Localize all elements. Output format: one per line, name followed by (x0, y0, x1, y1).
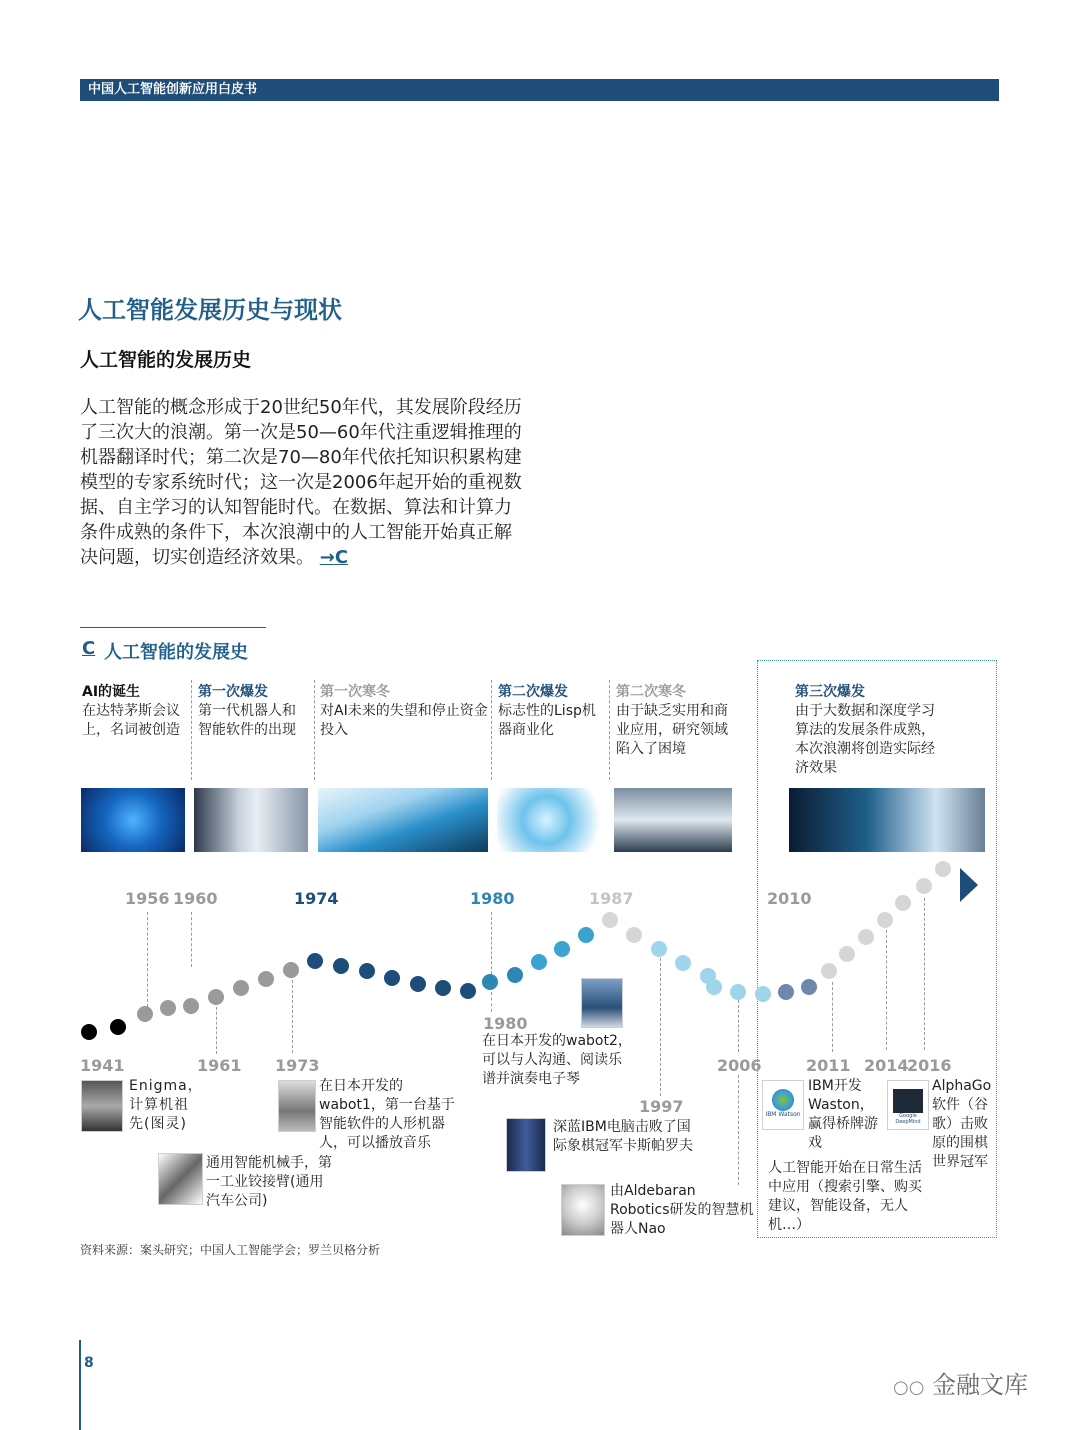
intro-text: 人工智能的概念形成于20世纪50年代，其发展阶段经历了三次大的浪潮。第一次是50—60年代注重逻辑推理的机器翻译时代；第二次是70—80年代依托知识积累构建模型的专家系统时代；这一次是2006年起开始的重视数据、自主学习的认知智能时代。在数据、算法和计算力条件成熟的条件下，本次浪潮中的人工智能开始真正解决问题，切实创造经济效果。 (80, 397, 522, 568)
phase-desc: 对AI未来的失望和停止资金投入 (320, 703, 488, 738)
enigma-machine-image (81, 1080, 123, 1132)
timeline-dot (602, 912, 618, 928)
header-title: 中国人工智能创新应用白皮书 (88, 82, 258, 97)
page-rule (79, 1340, 81, 1430)
timeline-dot (877, 912, 893, 928)
top-year-1956: 1956 (125, 889, 170, 908)
intro-paragraph (80, 395, 528, 570)
phase-first-boom (198, 683, 308, 740)
phase-desc: 由于大数据和深度学习算法的发展条件成熟，本次浪潮将创造实际经济效果 (795, 703, 935, 776)
timeline-dot (410, 976, 426, 992)
event-2016: AlphaGo软件（谷歌）击败原的围棋世界冠军 (932, 1078, 992, 1170)
timeline-dot (233, 980, 249, 996)
year-connector (292, 975, 293, 1053)
exhibit-reference-link[interactable] (320, 547, 348, 568)
exhibit-title: 人工智能的发展史 (104, 642, 248, 663)
phase-title: 第二次爆发 (498, 684, 568, 700)
ai-face-image (789, 788, 985, 852)
circuit-brain-image (81, 788, 185, 852)
bottom-year-2014: 2014 (864, 1056, 909, 1075)
timeline-dot (160, 1000, 176, 1016)
timeline-dot (821, 963, 837, 979)
timeline-dot (435, 980, 451, 996)
watson-globe-icon (772, 1089, 794, 1111)
bottom-year-1961: 1961 (197, 1056, 242, 1075)
deepmind-label: Google DeepMind (895, 1113, 921, 1125)
timeline-dot (578, 927, 594, 943)
timeline-dot (507, 967, 523, 983)
timeline-dot (778, 984, 794, 1000)
subsection-title: 人工智能的发展历史 (80, 349, 252, 371)
year-connector (491, 992, 492, 1012)
snowy-forest-image (614, 788, 732, 852)
exhibit-rule (80, 627, 266, 628)
watermark (893, 1365, 1028, 1400)
top-year-2010: 2010 (767, 889, 812, 908)
phase-title: 第二次寒冬 (616, 684, 686, 700)
arrow-right-icon (960, 868, 978, 902)
event-1980: 在日本开发的wabot2，可以与人沟通、阅读乐谱并演奏电子琴 (482, 1033, 632, 1087)
timeline-dot (283, 962, 299, 978)
phase-desc: 在达特茅斯会议上，名词被创造 (82, 703, 180, 738)
bottom-year-2006: 2006 (717, 1056, 762, 1075)
phase-desc: 第一代机器人和智能软件的出现 (198, 703, 296, 738)
timeline-dot (531, 954, 547, 970)
timeline-dot (460, 983, 476, 999)
bottom-year-1973: 1973 (275, 1056, 320, 1075)
wireframe-head-image (497, 788, 606, 852)
timeline-dot (651, 941, 667, 957)
phase-title: 第一次爆发 (198, 684, 268, 700)
event-2006: 人工智能开始在日常生活中应用（搜索引擎、购买建议，智能设备，无人机…） (768, 1160, 922, 1233)
wabot2-image (581, 978, 623, 1028)
glacier-image (318, 788, 488, 852)
timeline-dot (359, 963, 375, 979)
timeline-dot (307, 953, 323, 969)
top-year-1987: 1987 (589, 889, 634, 908)
timeline-dot (137, 1006, 153, 1022)
year-connector (832, 982, 833, 1052)
year-connector (216, 1002, 217, 1054)
timeline-dot (183, 998, 199, 1014)
timeline-dot (916, 878, 932, 894)
timeline-dot (895, 895, 911, 911)
event-1973: 在日本开发的wabot1，第一台基于智能软件的人形机器人，可以播放音乐 (319, 1078, 455, 1151)
robot-arm-image (158, 1153, 203, 1205)
section-title: 人工智能发展历史与现状 (78, 296, 342, 324)
timeline-dot (626, 927, 642, 943)
robot-thinker-image (194, 788, 308, 852)
event-nao: 由Aldebaran Robotics研发的智慧机器人Nao (610, 1183, 754, 1237)
timeline-dot (706, 979, 722, 995)
event-1941: Enigma，计算机祖先(图灵) (129, 1078, 203, 1132)
year-connector (491, 912, 492, 974)
timeline-dot (801, 979, 817, 995)
timeline-dot (839, 946, 855, 962)
year-connector (738, 1000, 739, 1052)
year-connector (147, 912, 148, 1007)
watermark-text: 金融文库 (932, 1371, 1029, 1399)
year-connector (924, 898, 925, 1050)
wabot1-image (278, 1080, 316, 1132)
event-2011: IBM开发Waston，赢得桥牌游戏 (808, 1078, 878, 1151)
nao-robot-image (561, 1184, 605, 1236)
exhibit-letter: C (82, 638, 96, 659)
phase-divider (609, 680, 610, 780)
ibm-watson-logo (762, 1080, 804, 1130)
source-note: 资料来源：案头研究；中国人工智能学会；罗兰贝格分析 (80, 1243, 381, 1257)
phase-desc: 标志性的Lisp机器商业化 (498, 703, 596, 738)
phase-desc: 由于缺乏实用和商业应用，研究领域陷入了困境 (616, 703, 728, 757)
year-connector (191, 912, 192, 967)
timeline-dot (384, 970, 400, 986)
event-1961: 通用智能机械手，第一工业铰接臂(通用汽车公司) (206, 1155, 332, 1209)
timeline-dot (482, 974, 498, 990)
timeline-dot (333, 958, 349, 974)
phase-divider (191, 680, 192, 780)
phase-divider (491, 680, 492, 780)
phase-first-winter (320, 683, 488, 740)
timeline-dot (110, 1019, 126, 1035)
bottom-year-1980: 1980 (483, 1014, 528, 1033)
phase-divider (314, 680, 315, 780)
watson-label: IBM Watson (765, 1111, 801, 1118)
page-number: 8 (84, 1355, 94, 1371)
phase-title: 第三次爆发 (795, 684, 865, 700)
deepmind-logo (887, 1080, 929, 1130)
deep-blue-image (506, 1118, 546, 1172)
year-connector (886, 930, 887, 1050)
timeline-dot (81, 1024, 97, 1040)
timeline-dot (730, 984, 746, 1000)
exhibit-ref-label: C (334, 547, 349, 568)
bottom-year-2011: 2011 (806, 1056, 851, 1075)
event-1997: 深蓝IBM电脑击败了国际象棋冠军卡斯帕罗夫 (553, 1119, 693, 1154)
deepmind-screen-icon (893, 1089, 923, 1113)
wechat-icon: ○○ (893, 1377, 925, 1398)
arrow-right-icon: → (319, 547, 335, 568)
phase-title: AI的诞生 (82, 684, 141, 700)
bottom-year-1997: 1997 (639, 1097, 684, 1116)
timeline-dot (858, 929, 874, 945)
timeline-dot (935, 861, 951, 877)
timeline-dot (675, 955, 691, 971)
phase-ai-birth (82, 683, 186, 740)
top-year-1974: 1974 (294, 889, 339, 908)
top-year-1980: 1980 (470, 889, 515, 908)
timeline-dot (554, 941, 570, 957)
phase-second-winter (616, 683, 728, 759)
year-connector (660, 948, 661, 1096)
year-connector (738, 1075, 739, 1185)
timeline-dot (258, 971, 274, 987)
phase-title: 第一次寒冬 (320, 684, 390, 700)
phase-third-boom (795, 683, 935, 778)
bottom-year-1941: 1941 (80, 1056, 125, 1075)
phase-second-boom (498, 683, 602, 740)
bottom-year-2016: 2016 (907, 1056, 952, 1075)
timeline-dot (208, 989, 224, 1005)
timeline-dot (755, 986, 771, 1002)
top-year-1960: 1960 (173, 889, 218, 908)
